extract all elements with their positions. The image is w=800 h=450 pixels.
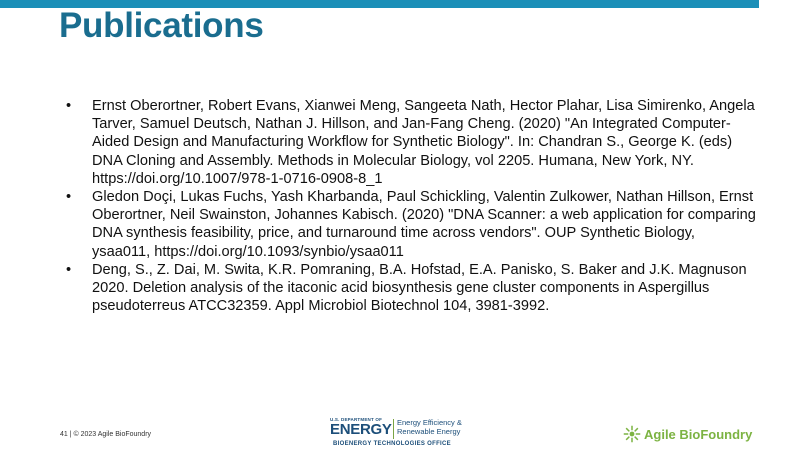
gear-icon bbox=[623, 425, 641, 443]
bullet-marker: • bbox=[66, 261, 72, 278]
publication-text: Ernst Oberortner, Robert Evans, Xianwei Meng, Sangeeta Nath, Hector Plahar, Lisa Simirenko, Angela Tarver, Samuel Deutsch, Nathan J. Hillson, and Jan-Fang Cheng. (2020) "An Integrated Computer-Aided Design and Manufacturing Workflow for Synthetic Biology". In: Chandran S., George K. (eds) DNA Cloning and Assembly. Methods in Molecular Biology, vol 2205. Humana, New York, NY. https://doi.org/10.1007/978-1-0716-0908-8_1 bbox=[92, 98, 755, 187]
publication-text: Deng, S., Z. Dai, M. Swita, K.R. Pomraning, B.A. Hofstad, E.A. Panisko, S. Baker and J.K. Magnuson 2020. Deletion analysis of the itaconic acid biosynthesis gene cluster components in Aspergillus pseudoterreus ATCC32359. Appl Microbiol Biotechnol 104, 3981-3992. bbox=[92, 261, 747, 315]
bullet-marker: • bbox=[66, 189, 72, 206]
eere-line-1: Energy Efficiency & bbox=[397, 418, 462, 427]
publication-text: Gledon Doçi, Lukas Fuchs, Yash Kharbanda, Paul Schickling, Valentin Zulkower, Nathan Hillson, Ernst Oberortner, Neil Swainston, Johannes Kabisch. (2020) "DNA Scanner: a web application for comparing DNA synthesis feasibility, price, and turnaround time across vendors". OUP Synthetic Biology, ysaa011, https://doi.org/10.1093/synbio/ysaa011 bbox=[92, 189, 756, 260]
doe-energy-wordmark: ENERGY bbox=[330, 421, 392, 438]
eere-line-2: Renewable Energy bbox=[397, 427, 461, 436]
publication-item bbox=[57, 188, 757, 261]
doe-logo bbox=[330, 417, 470, 449]
bullet-marker: • bbox=[66, 98, 72, 114]
agile-biofoundry-logo bbox=[623, 424, 752, 444]
brand-name: Agile BioFoundry bbox=[644, 426, 753, 442]
publication-item bbox=[57, 261, 757, 316]
publication-list bbox=[57, 97, 757, 315]
slide-title: Publications bbox=[59, 6, 264, 45]
footer-page-info: 41 | © 2023 Agile BioFoundry bbox=[60, 431, 152, 438]
doe-department-label: U.S. DEPARTMENT OF bbox=[330, 417, 383, 422]
eere-label bbox=[397, 418, 462, 436]
logo-divider bbox=[393, 419, 394, 439]
publication-item bbox=[57, 97, 757, 188]
office-label: BIOENERGY TECHNOLOGIES OFFICE bbox=[333, 441, 451, 447]
